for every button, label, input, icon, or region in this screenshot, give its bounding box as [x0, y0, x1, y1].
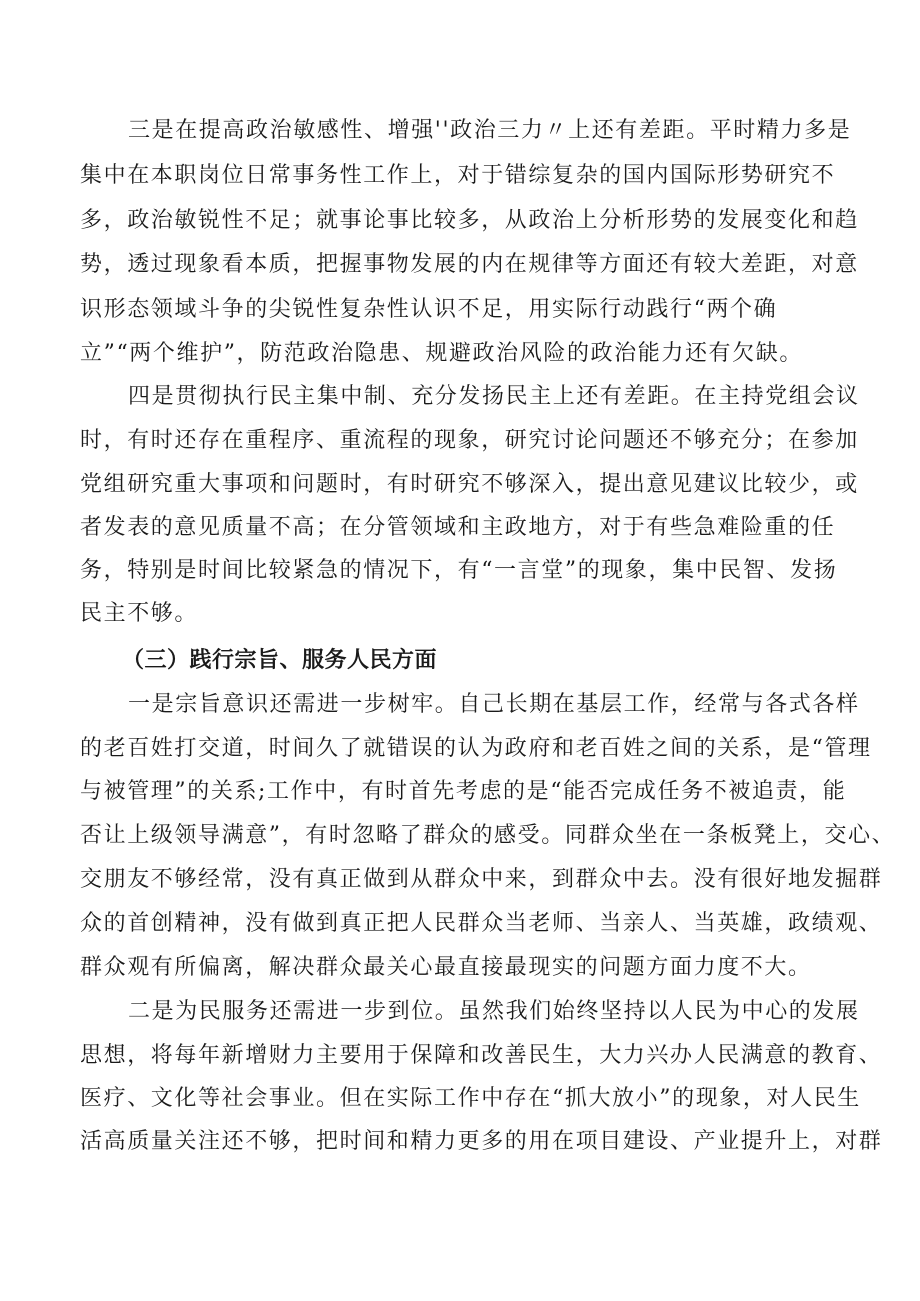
text-line: 时，有时还存在重程序、重流程的现象，研究讨论问题还不够充分；在参加 — [80, 428, 859, 453]
text-line: 群众观有所偏离，解决群众最关心最直接最现实的问题方面力度不大。 — [80, 955, 812, 980]
text-line: 与被管理”的关系;工作中，有时首先考虑的是“能否完成任务不被追责，能 — [80, 779, 847, 804]
text-line: 四是贯彻执行民主集中制、充分发扬民主上还有差距。在主持党组会议 — [128, 384, 860, 409]
text-line: 众的首创精神，没有做到真正把人民群众当老师、当亲人、当英雄，政绩观、 — [80, 911, 883, 936]
text-line: 三是在提高政治敏感性、增强''政治三力〃上还有差距。平时精力多是 — [128, 118, 852, 143]
text-line: 交朋友不够经常，没有真正做到从群众中来，到群众中去。没有很好地发掘群 — [80, 867, 883, 892]
text-line: 集中在本职岗位日常事务性工作上，对于错综复杂的国内国际形势研究不 — [80, 163, 836, 188]
text-line: 否让上级领导满意”，有时忽略了群众的感受。同群众坐在一条板凳上，交心、 — [80, 823, 896, 848]
text-line: 识形态领域斗争的尖锐性复杂性认识不足，用实际行动践行“两个确 — [80, 297, 778, 322]
text-line: 一是宗旨意识还需进一步树牢。自己长期在基层工作，经常与各式各样 — [128, 692, 860, 717]
text-line: 立”“两个维护”，防范政治隐患、规避政治风险的政治能力还有欠缺。 — [80, 341, 803, 366]
text-line: 势，透过现象看本质，把握事物发展的内在规律等方面还有较大差距，对意 — [80, 252, 859, 277]
text-line: 活高质量关注还不够，把时间和精力更多的用在项目建设、产业提升上，对群 — [80, 1129, 883, 1154]
text-line: 务，特别是时间比较紧急的情况下，有“一言堂”的现象，集中民智、发扬 — [80, 558, 838, 583]
text-line: 民主不够。 — [80, 601, 199, 626]
text-line: 党组研究重大事项和问题时，有时研究不够深入，提出意见建议比较少，或 — [80, 472, 859, 497]
text-line: 思想，将每年新增财力主要用于保障和改善民生，大力兴办人民满意的教育、 — [80, 1043, 883, 1068]
text-line: 多，政治敏锐性不足；就事论事比较多，从政治上分析形势的发展变化和趋 — [80, 208, 859, 233]
text-line: 者发表的意见质量不高；在分管领域和主政地方，对于有些急难险重的任 — [80, 515, 836, 540]
section-heading: （三）践行宗旨、服务人民方面 — [122, 648, 438, 673]
text-line: 二是为民服务还需进一步到位。虽然我们始终坚持以人民为中心的发展 — [128, 999, 860, 1024]
text-line: 医疗、文化等社会事业。但在实际工作中存在“抓大放小”的现象，对人民生 — [80, 1086, 861, 1111]
text-line: 的老百姓打交道，时间久了就错误的认为政府和老百姓之间的关系，是“管理 — [80, 736, 872, 761]
